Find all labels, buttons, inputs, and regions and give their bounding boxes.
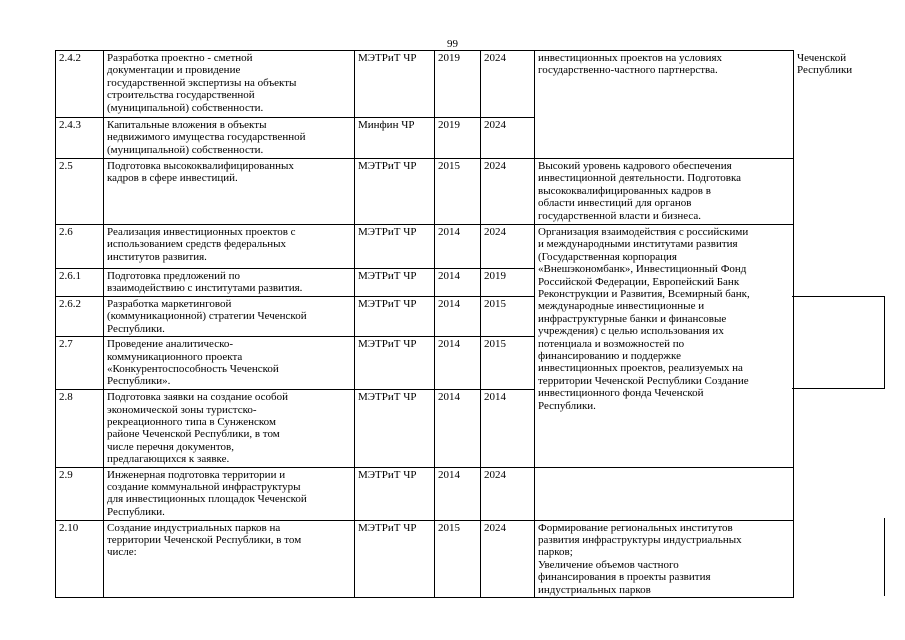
row-activity: Создание индустриальных парков на территории Чеченской Республики, в том числе: [104, 520, 355, 597]
row-executor: МЭТРиТ ЧР [355, 520, 435, 597]
row-result: инвестиционных проектов на условиях государственно-частного партнерства. [535, 51, 794, 159]
row-number: 2.7 [56, 337, 104, 390]
row-activity: Инженерная подготовка территории и создание коммунальной инфраструктуры для инвестиционных площадок Чеченской Республики. [104, 467, 355, 520]
row-start-year: 2015 [435, 520, 481, 597]
row-executor: МЭТРиТ ЧР [355, 337, 435, 390]
row-activity: Подготовка заявки на создание особой экономической зоны туристско- рекреационного типа в Сунженском районе Чеченской Республики, в том числе перечня документов, предлагающихся к заявке. [104, 390, 355, 467]
row-activity: Разработка маркетинговой (коммуникационной) стратегии Чеченской Республики. [104, 297, 355, 337]
row-start-year: 2014 [435, 390, 481, 467]
row-number: 2.5 [56, 159, 104, 225]
row-number: 2.10 [56, 520, 104, 597]
row-end-year: 2015 [481, 337, 535, 390]
row-end-year: 2019 [481, 269, 535, 297]
row-start-year: 2014 [435, 297, 481, 337]
row-number: 2.6.2 [56, 297, 104, 337]
row-start-year: 2014 [435, 269, 481, 297]
row-number: 2.6.1 [56, 269, 104, 297]
row-end-year: 2024 [481, 467, 535, 520]
table-row [56, 51, 887, 118]
page-number: 99 [447, 38, 458, 50]
row-number: 2.9 [56, 467, 104, 520]
partial-border-line [792, 388, 885, 389]
row-start-year: 2019 [435, 118, 481, 159]
partial-border-line [792, 296, 885, 297]
row-executor: МЭТРиТ ЧР [355, 390, 435, 467]
row-executor: МЭТРиТ ЧР [355, 51, 435, 118]
partial-border-line [884, 518, 885, 596]
row-activity: Подготовка предложений по взаимодействию с институтами развития. [104, 269, 355, 297]
row-number: 2.6 [56, 225, 104, 269]
row-activity: Капитальные вложения в объекты недвижимого имущества государственной (муниципальной) собственности. [104, 118, 355, 159]
row-end-year: 2024 [481, 118, 535, 159]
row-end-year: 2024 [481, 225, 535, 269]
row-end-year: 2015 [481, 297, 535, 337]
row-executor: МЭТРиТ ЧР [355, 225, 435, 269]
row-activity: Реализация инвестиционных проектов с использованием средств федеральных институтов развития. [104, 225, 355, 269]
row-executor: МЭТРиТ ЧР [355, 467, 435, 520]
row-activity: Разработка проектно - сметной документации и провидение государственной экспертизы на объекты строительства государственной (муниципальной) собственности. [104, 51, 355, 118]
table-row [56, 520, 887, 597]
row-start-year: 2015 [435, 159, 481, 225]
row-result: Формирование региональных институтов развития инфраструктуры индустриальных парков; Увеличение объемов частного финансирования в проекты развития индустриальных парков [535, 520, 794, 597]
row-start-year: 2014 [435, 225, 481, 269]
row-executor: МЭТРиТ ЧР [355, 159, 435, 225]
row-executor: МЭТРиТ ЧР [355, 297, 435, 337]
row-start-year: 2014 [435, 337, 481, 390]
row-number: 2.4.2 [56, 51, 104, 118]
region-cell: Чеченской Республики [794, 51, 887, 598]
row-executor: Минфин ЧР [355, 118, 435, 159]
row-activity: Подготовка высококвалифицированных кадров в сфере инвестиций. [104, 159, 355, 225]
row-result [535, 467, 794, 520]
row-end-year: 2024 [481, 159, 535, 225]
row-start-year: 2019 [435, 51, 481, 118]
row-activity: Проведение аналитическо- коммуникационного проекта «Конкурентоспособность Чеченской Республики». [104, 337, 355, 390]
row-executor: МЭТРиТ ЧР [355, 269, 435, 297]
row-number: 2.4.3 [56, 118, 104, 159]
row-end-year: 2024 [481, 520, 535, 597]
row-result: Высокий уровень кадрового обеспечения инвестиционной деятельности. Подготовка высококвалифицированных кадров в области инвестиций для органов государственной власти и бизнеса. [535, 159, 794, 225]
partial-border-line [884, 296, 885, 388]
table-row [56, 467, 887, 520]
table-row [56, 159, 887, 225]
program-table [55, 50, 887, 598]
row-result: Организация взаимодействия с российскими и международными институтами развития (Государственная корпорация «Внешэкономбанк», Инвестиционный Фонд Российской Федерации, Европейский Банк Реконструкции и Развития, Всемирный банк, международные инвестиционные и инфраструктурные банки и финансовые учреждения) с целью использования их потенциала и возможностей по финансированию и поддержке инвестиционных проектов, реализуемых на территории Чеченской Республики Создание инвестиционного фонда Чеченской Республики. [535, 225, 794, 468]
row-end-year: 2024 [481, 51, 535, 118]
table-row [56, 225, 887, 269]
row-end-year: 2014 [481, 390, 535, 467]
row-number: 2.8 [56, 390, 104, 467]
row-start-year: 2014 [435, 467, 481, 520]
